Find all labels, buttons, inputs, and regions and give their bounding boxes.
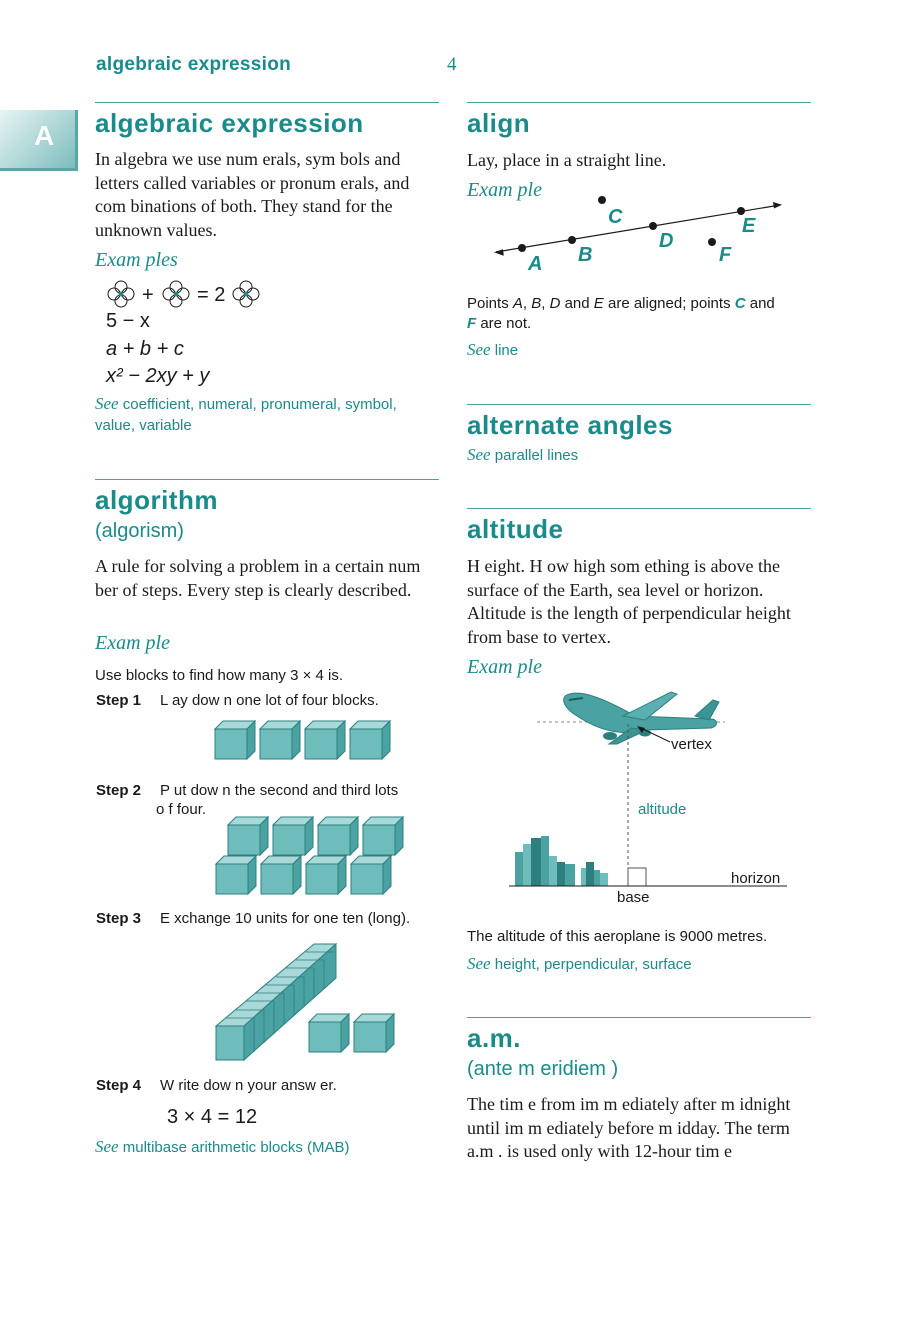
see-links[interactable]: parallel lines <box>494 447 579 464</box>
term-algebraic-expression: algebraic expression <box>95 108 364 138</box>
see-links[interactable]: line <box>494 342 519 359</box>
align-diagram <box>490 192 790 274</box>
divider <box>95 479 439 480</box>
term-am: a.m. <box>467 1023 522 1053</box>
definition-align: Lay, place in a straight line. <box>467 150 667 170</box>
blocks-step-2 <box>214 816 409 898</box>
alternate-name: (algorism) <box>95 520 184 542</box>
answer: 3 × 4 = 12 <box>167 1106 258 1128</box>
blocks-step-3 <box>214 940 399 1065</box>
step-text: L ay dow n one lot of four blocks. <box>160 692 379 709</box>
see-also-altitude <box>467 953 692 975</box>
label-f: F <box>719 244 732 266</box>
base-label: base <box>617 889 650 906</box>
label-b: B <box>578 244 593 266</box>
step-text: E xchange 10 units for one ten (long). <box>160 910 411 927</box>
algorithm-intro: Use blocks to find how many 3 × 4 is. <box>95 667 344 684</box>
see-also-algorithm <box>95 1136 350 1158</box>
label-e: E <box>742 215 756 237</box>
running-head: algebraic expression <box>96 54 292 75</box>
definition-algorithm: A rule for solving a problem in a certain num ber of steps. Every step is clearly described. <box>95 556 421 600</box>
label-d: D <box>659 230 674 252</box>
point-b <box>568 236 576 244</box>
see-also-algebraic-expression <box>95 393 440 436</box>
point-c <box>598 196 606 204</box>
altitude-diagram <box>505 686 795 908</box>
step-text-continued: o f four. <box>156 801 207 818</box>
example-expression: 5 − x <box>106 310 150 332</box>
divider <box>95 102 439 103</box>
definition-altitude: H eight. H ow high som ething is above the surface of the Earth, sea level or horizon. Altitude is the length of perpendicular height from base to vertex. <box>467 556 791 647</box>
right-angle-mark <box>628 868 646 886</box>
step-text: W rite dow n your answ er. <box>160 1077 337 1094</box>
divider <box>467 404 811 405</box>
align-caption: Points A, B, D and E are aligned; points C and F are not. <box>467 295 775 332</box>
tab-letter: A <box>34 120 55 151</box>
see-word: See <box>467 340 491 359</box>
divider <box>467 1017 811 1018</box>
plus-sign: + <box>142 284 154 306</box>
see-word: See <box>467 445 491 464</box>
term-align: align <box>467 108 531 138</box>
see-links[interactable]: multibase arithmetic blocks (MAB) <box>122 1139 350 1156</box>
step-4 <box>96 1077 337 1094</box>
see-word: See <box>467 954 491 973</box>
see-links[interactable]: coefficient, numeral, pronumeral, symbol, value, variable <box>95 396 397 434</box>
divider <box>467 102 811 103</box>
arrowhead <box>773 202 782 209</box>
see-also-alternate-angles <box>467 444 578 466</box>
see-also-align <box>467 339 518 361</box>
term-alternate-angles: alternate angles <box>467 410 673 440</box>
label-a: A <box>528 253 543 274</box>
divider <box>467 508 811 509</box>
equals-two: = 2 <box>197 284 226 306</box>
examples-heading: Exam ples <box>95 249 178 271</box>
see-word: See <box>95 1137 119 1156</box>
definition-algebraic-expression: In algebra we use num erals, sym bols and letters called variables or pronum erals, and com binations of both. They stand for the unknown values. <box>95 149 410 240</box>
step-3 <box>96 910 410 927</box>
step-text: P ut dow n the second and third lots <box>160 782 399 799</box>
city-skyline <box>515 836 608 886</box>
alternate-name: (ante m eridiem ) <box>467 1058 619 1080</box>
term-algorithm: algorithm <box>95 485 218 515</box>
term-altitude: altitude <box>467 514 564 544</box>
see-links[interactable]: height, perpendicular, surface <box>494 956 692 973</box>
step-label: Step 2 <box>96 782 142 799</box>
flower-icon <box>233 281 259 307</box>
horizon-label: horizon <box>731 870 781 887</box>
page-number: 4 <box>447 54 457 75</box>
arrowhead <box>494 249 504 256</box>
step-label: Step 3 <box>96 910 142 927</box>
point-f <box>708 238 716 246</box>
step-label: Step 1 <box>96 692 142 709</box>
point-e <box>737 207 745 215</box>
step-2 <box>96 782 398 799</box>
point-a <box>518 244 526 252</box>
flower-equation <box>102 278 272 312</box>
example-expression: x² − 2xy + y <box>106 365 210 387</box>
altitude-label: altitude <box>638 801 687 818</box>
blocks-step-1 <box>214 720 394 760</box>
flower-icon <box>108 281 134 307</box>
vertex-label: vertex <box>671 736 712 753</box>
example-heading: Exam ple <box>467 179 542 201</box>
step-1 <box>96 692 379 709</box>
example-heading: Exam ple <box>95 632 170 654</box>
step-label: Step 4 <box>96 1077 142 1094</box>
definition-am: The tim e from im m ediately after m idnight until im m ediately before m idday. The term a.m . is used only with 12-hour tim e <box>467 1094 791 1161</box>
label-c: C <box>608 206 623 228</box>
altitude-caption: The altitude of this aeroplane is 9000 metres. <box>467 928 768 945</box>
example-heading: Exam ple <box>467 656 542 678</box>
section-tab <box>0 110 78 171</box>
point-d <box>649 222 657 230</box>
example-expression: a + b + c <box>106 338 184 360</box>
see-word: See <box>95 394 119 413</box>
flower-icon <box>163 281 189 307</box>
